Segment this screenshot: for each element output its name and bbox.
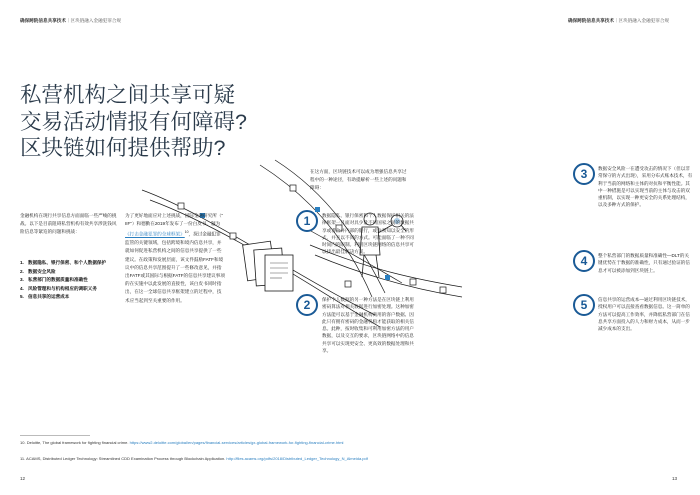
footnote-number: 10. xyxy=(20,440,26,445)
header-right xyxy=(568,18,669,24)
page-number-left: 12 xyxy=(20,476,26,481)
list-item-text: 数据安全风险 xyxy=(28,268,56,274)
col3-intro: 在这方面，区块链技术可以成为增强信息共享过程中的一种途径，有助提解析一些上述的问题和障碍： xyxy=(310,169,407,191)
numbered-item-1-text: 数据隐私、银行保密和个人数据保护相关的法律框架一旦面对具少量不同国家之间的数据共享或者合并内部的银行，或业须知以安全的形式，并且以不同的方式。可能面临了一种不同时间内的限制。利用区块链网络的信息共享可以找出最佳解决方案。 xyxy=(322,213,414,255)
footnote-text: Deloitte, The global framework for fighting financial crime. xyxy=(26,440,129,445)
number-circle-4: 4 xyxy=(573,250,595,272)
header-left-title: 确保跨院信息共享技术 xyxy=(20,18,66,23)
list-item-number: 5. xyxy=(20,294,24,299)
numbered-item-5-text: 信息共享的运营成本—通过利用区块链技术，授权用户可以直接查看数据信息。这一简单的方法可以提高工作效率，并降低私营部门在信息共享方面投入的人力和财力成本，从而一步减少成本的支出。 xyxy=(598,297,690,332)
list-item-number: 1. xyxy=(20,260,24,265)
number-circle-3: 3 xyxy=(573,163,595,185)
title-line-1: 私营机构之间共享可疑 xyxy=(20,83,236,107)
list-item-number: 3. xyxy=(20,277,24,282)
footnote-link[interactable]: https://www2.deloitte.com/global/en/pages/financial-services/articles/gx-global-framework-for-fighting-financial-crime.html xyxy=(129,440,344,445)
number-circle-5: 5 xyxy=(573,294,595,316)
footnote-text: ACAMS, Distributed Ledger Technology: Streamlined CDD Examination Process through Blockchain Application. xyxy=(26,456,226,461)
list-item xyxy=(20,285,118,292)
header-left-subtitle: ｜区块链融入金融犯罪合规 xyxy=(65,18,122,23)
numbered-item-4-text: 整个私营部门的数据质量和准确性—DLT的关键优势在于数据的准确性，只有通过验证的信息才可以被添加到区块链上。 xyxy=(598,253,690,273)
title-line-3: 区块链如何提供帮助? xyxy=(20,136,226,160)
whitepaper-link[interactable]: 《打击金融犯罪的全球框架》 xyxy=(125,231,185,237)
page-number-right: 13 xyxy=(672,476,678,481)
list-item-text: 私营部门的数据质量和准确性 xyxy=(28,277,88,282)
list-item xyxy=(20,293,118,300)
title-line-2: 交易活动情报有何障碍? xyxy=(20,109,247,134)
list-item xyxy=(20,268,118,275)
footnote-11 xyxy=(20,456,540,462)
col1-intro: 金融机构在现行共享信息方面面临一些严峻的挑战。以下是目前阻碍私营机构有效共享涉洗钱风险信息等紧迫的问题和挑战： xyxy=(20,213,117,235)
list-item-number: 4. xyxy=(20,285,24,291)
number-circle-1: 1 xyxy=(296,210,318,232)
header-right-title: 确保跨院信息共享技术 xyxy=(568,18,614,23)
footnote-ref: 10 xyxy=(184,230,189,235)
list-item-text: 风险管理和与机构相应的调职义务 xyxy=(28,285,97,291)
list-item-number: 2. xyxy=(20,268,24,274)
challenges-list xyxy=(20,259,118,302)
numbered-item-2-text: 保护个人数据的另一种方法是在区块链上利用密码算法对相关数据进行加密处理。这种加密方法能可以基于金融机构商用的客户数据、因此只有拥有密码的金融机构才能获取的相关信息。此种，按时收集和可利用加密方法的用户数据，以及交互的要求，区块链网络中的信息共享可以实现更安全、更高效的数据处理和共享。 xyxy=(322,297,414,354)
list-item xyxy=(20,259,118,266)
list-item-text: 数据隐私、银行保密、和个人数据保护 xyxy=(28,260,107,265)
list-item xyxy=(20,276,118,283)
footnote-number: 11. xyxy=(20,456,26,461)
numbered-item-3-text: 数据安全风险一在遭受攻击的情况下（但以非常保守的方式出现），采用分布式账本技术，有利于当前的网络和主体的对抗和平衡性能。其中一种措施是可以实现当前的主体与攻击的双重机制，以实现一种更安全的关系处理结构，以及多种方式的保护。 xyxy=(598,166,693,208)
page-title xyxy=(20,82,270,162)
col2-text-post: ，探讨金融犯罪监管的关键领域，包括跨境和境内信息共享，并就如何促进私营机构之间的信息共享提供了一些建议。在政策和发展层面，该文件鼓励FATF和境议中的信息共享范围提升了一些修改意见，并指出FATF或其国际与根据FATF的信息共享建议事项的在实施中以此发展的直接性，该白皮书同时指出，在这一全球信息共享框架建立的过程中，技术应当起到至关重要的作用。 xyxy=(125,231,225,303)
footnote-10 xyxy=(20,440,540,446)
header-left xyxy=(20,18,121,24)
col2-body xyxy=(125,212,225,305)
footnote-link[interactable]: http://files.acams.org/pdfs/2018/Distributed_Ledger_Technology_N_Almeida.pdf xyxy=(226,456,368,461)
header-right-subtitle: ｜区块链融入金融犯罪合规 xyxy=(613,18,670,23)
list-item-text: 信息共享的运营成本 xyxy=(28,294,70,299)
col2-text-pre: 为了更好地面应对上述挑战，国际金融研究所（“ IIF”）和德勤在2019年发布了一份白皮书，题为 xyxy=(125,213,224,227)
number-circle-2: 2 xyxy=(296,294,318,316)
footnote-divider xyxy=(20,435,90,436)
